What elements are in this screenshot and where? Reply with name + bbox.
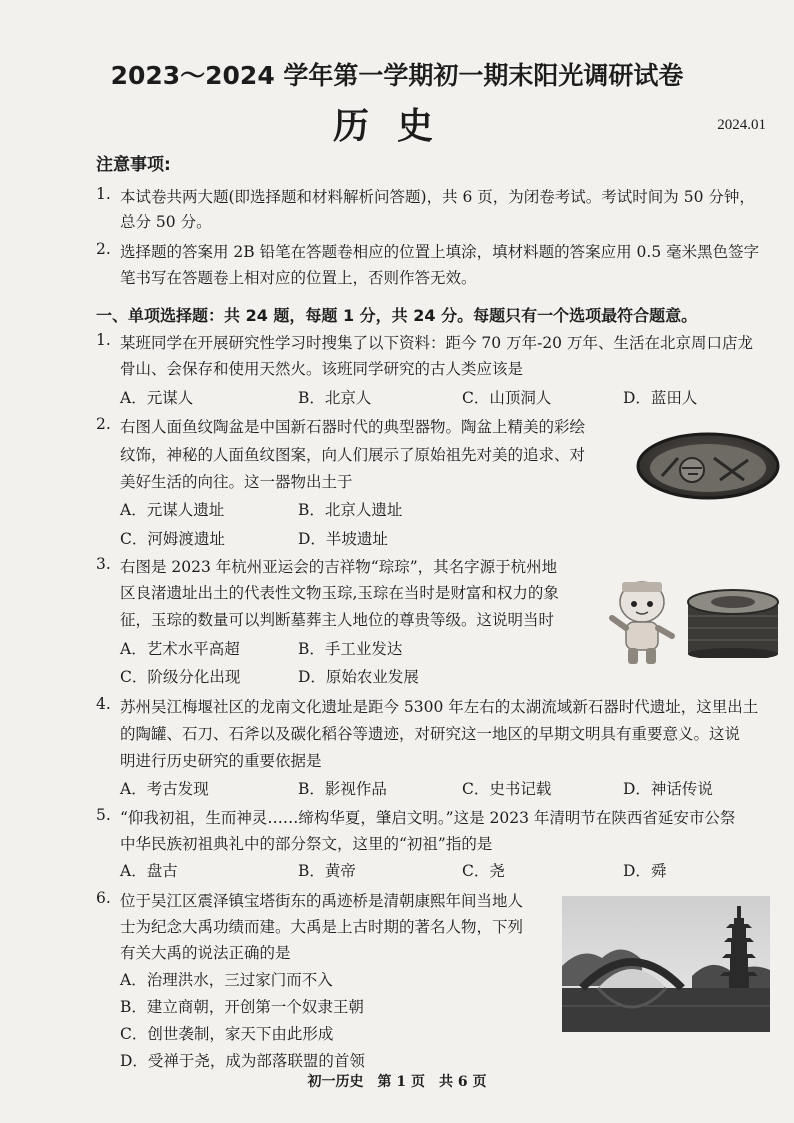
question-1-option-d: D．蓝田人 <box>623 389 698 407</box>
question-6-line-1: 位于吴江区震泽镇宝塔街东的禹迹桥是清朝康熙年间当地人 <box>120 892 524 910</box>
question-4-option-b: B．影视作品 <box>298 780 387 798</box>
question-1-line-1: 某班同学在开展研究性学习时搜集了以下资料：距今 70 万年-20 万年、生活在北京周口店龙 <box>120 334 753 352</box>
question-6-number: 6. <box>96 889 111 907</box>
question-4-option-a: A．考古发现 <box>120 780 209 798</box>
question-5-option-d: D．舜 <box>623 862 667 880</box>
question-3-line-2: 区良渚遗址出土的代表性文物玉琮,玉琮在当时是财富和权力的象 <box>120 584 559 602</box>
question-4-option-c: C．史书记载 <box>462 780 552 798</box>
notice-heading: 注意事项: <box>96 155 171 175</box>
notice-2-line-2: 笔书写在答题卷上相对应的位置上，否则作答无效。 <box>120 269 477 287</box>
notice-2-number: 2. <box>96 240 111 258</box>
question-3-option-a: A．艺术水平高超 <box>120 640 240 658</box>
question-1-number: 1. <box>96 331 111 349</box>
question-6-option-d: D．受禅于尧，成为部落联盟的首领 <box>120 1052 365 1070</box>
question-1-option-b: B．北京人 <box>298 389 372 407</box>
question-5-number: 5. <box>96 806 111 824</box>
fish-face-bowl-image <box>632 428 784 528</box>
question-2-line-3: 美好生活的向往。这一器物出土于 <box>120 473 353 491</box>
question-5-option-a: A．盘古 <box>120 862 178 880</box>
question-6-option-c: C．创世袭制，家天下由此形成 <box>120 1025 334 1043</box>
question-6-line-3: 有关大禹的说法正确的是 <box>120 944 291 962</box>
notice-1-line-2: 总分 50 分。 <box>120 213 212 231</box>
question-2-option-b: B．北京人遗址 <box>298 501 403 519</box>
page-footer: 初一历史 第 1 页 共 6 页 <box>307 1074 487 1090</box>
question-3-option-d: D．原始农业发展 <box>298 668 419 686</box>
question-5-option-c: C．尧 <box>462 862 505 880</box>
question-6-option-a: A．治理洪水，三过家门而不入 <box>120 971 333 989</box>
subject-title: 历史 <box>332 106 461 147</box>
notice-2-line-1: 选择题的答案用 2B 铅笔在答题卷相应的位置上填涂，填材料题的答案应用 0.5 毫米黑色签字 <box>120 243 760 261</box>
question-4-line-2: 的陶罐、石刀、石斧以及碳化稻谷等遗迹，对研究这一地区的早期文明具有重要意义。这说 <box>120 725 741 743</box>
mascot-congcong-image <box>606 578 678 668</box>
question-3-number: 3. <box>96 555 111 573</box>
question-2-line-2: 纹饰，神秘的人面鱼纹图案，向人们展示了原始祖先对美的追求、对 <box>120 446 586 464</box>
question-2-number: 2. <box>96 415 111 433</box>
question-4-line-3: 明进行历史研究的重要依据是 <box>120 752 322 770</box>
question-6-option-b: B．建立商朝，开创第一个奴隶王朝 <box>120 998 364 1016</box>
question-3-option-c: C．阶级分化出现 <box>120 668 241 686</box>
section-1-heading: 一、单项选择题：共 24 题，每题 1 分，共 24 分。每题只有一个选项最符合题意。 <box>96 306 698 325</box>
question-1-option-a: A．元谋人 <box>120 389 194 407</box>
question-2-option-a: A．元谋人遗址 <box>120 501 225 519</box>
question-5-line-1: “仰我初祖，生而神灵……缔构华夏，肇启文明。”这是 2023 年清明节在陕西省延安市公祭 <box>120 809 736 827</box>
question-3-line-1: 右图是 2023 年杭州亚运会的吉祥物“琮琮”，其名字源于杭州地 <box>120 558 558 576</box>
question-2-line-1: 右图人面鱼纹陶盆是中国新石器时代的典型器物。陶盆上精美的彩绘 <box>120 418 586 436</box>
exam-title: 2023～2024 学年第一学期初一期末阳光调研试卷 <box>110 61 684 90</box>
question-2-option-d: D．半坡遗址 <box>298 530 388 548</box>
question-6-line-2: 士为纪念大禹功绩而建。大禹是上古时期的著名人物，下列 <box>120 918 524 936</box>
question-4-line-1: 苏州吴江梅堰社区的龙南文化遗址是距今 5300 年左右的太湖流域新石器时代遗址，这里出土 <box>120 698 759 716</box>
question-2-option-c: C．河姆渡遗址 <box>120 530 225 548</box>
question-4-number: 4. <box>96 695 111 713</box>
question-5-option-b: B．黄帝 <box>298 862 356 880</box>
notice-1-line-1: 本试卷共两大题(即选择题和材料解析问答题)，共 6 页，为闭卷考试。考试时间为 50 分钟， <box>120 188 755 206</box>
question-1-option-c: C．山顶洞人 <box>462 389 552 407</box>
question-3-line-3: 征，玉琮的数量可以判断墓葬主人地位的尊贵等级。这说明当时 <box>120 611 555 629</box>
question-4-option-d: D．神话传说 <box>623 780 713 798</box>
question-3-option-b: B．手工业发达 <box>298 640 403 658</box>
exam-date: 2024.01 <box>717 117 766 133</box>
question-1-line-2: 骨山、会保存和使用天然火。该班同学研究的古人类应该是 <box>120 360 524 378</box>
notice-1-number: 1. <box>96 185 111 203</box>
yuji-bridge-photo <box>562 896 770 1032</box>
question-5-line-2: 中华民族初祖典礼中的部分祭文，这里的“初祖”指的是 <box>120 835 493 853</box>
jade-cong-image <box>682 588 784 658</box>
